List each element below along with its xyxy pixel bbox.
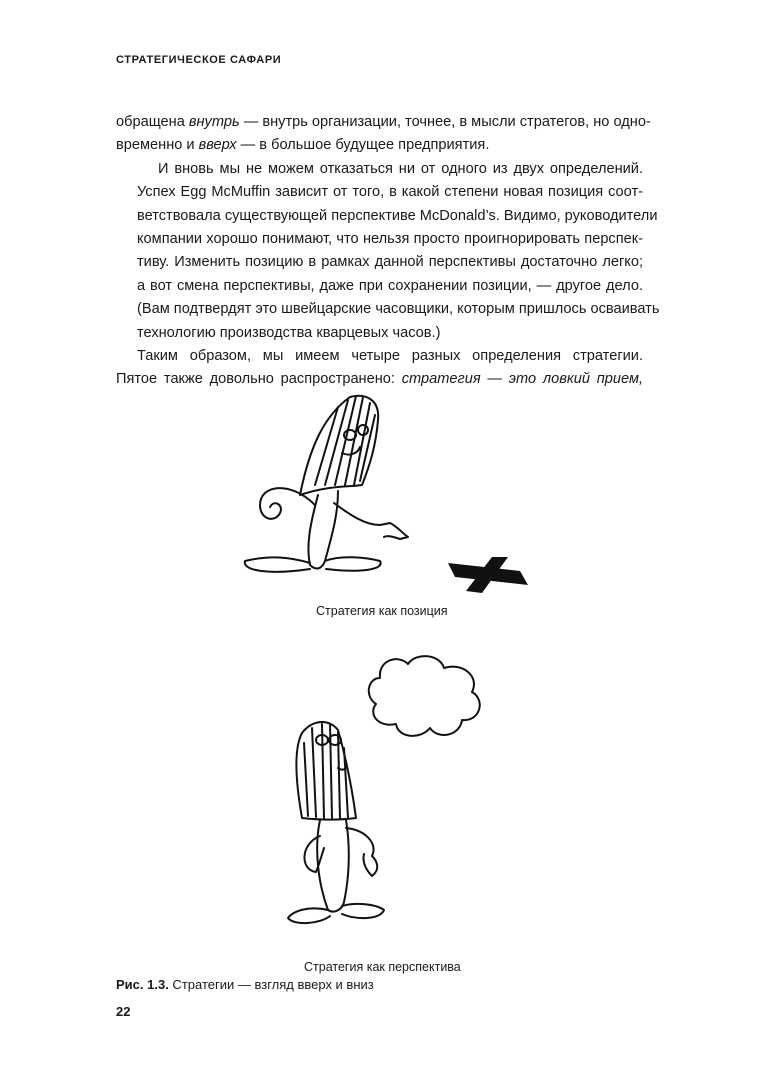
emphasis: внутрь — [188, 114, 240, 130]
text-line: ветствовала существующей перспективе McDonald’s. Видимо, руководители — [137, 207, 658, 224]
figure-number: Рис. 1.3. — [116, 977, 169, 992]
text-line: компании хорошо понимают, что нельзя просто проигнорировать перспек- — [137, 231, 643, 248]
pointing-arm — [334, 503, 408, 539]
text-line: обращена внутрь — внутрь организации, точнее, в мысли стратегов, но одно- — [116, 114, 651, 130]
foot — [288, 908, 330, 923]
character-head — [300, 396, 378, 495]
paragraph-1 — [116, 111, 651, 158]
eye — [358, 425, 368, 435]
text-line: Пятое также довольно распространено: стратегия — это ловкий прием, — [116, 371, 643, 388]
running-head: СТРАТЕГИЧЕСКОЕ САФАРИ — [116, 54, 282, 66]
text-line: Успех Egg McMuffin зависит от того, в какой степени новая позиция соот- — [137, 184, 643, 201]
figure-label — [116, 977, 374, 992]
position-illustration — [230, 385, 550, 600]
text-line: тиву. Изменить позицию в рамках данной перспективы достаточно легко; — [137, 254, 643, 271]
perspective-illustration — [280, 648, 510, 948]
caption-position: Стратегия как позиция — [316, 604, 448, 618]
x-mark-icon — [448, 557, 528, 593]
text-line: а вот смена перспективы, даже при сохранении позиции, — другое дело. — [137, 277, 643, 294]
text-line: И вновь мы не можем отказаться ни от одного из двух определений. — [158, 160, 643, 177]
foot — [245, 557, 310, 571]
foot — [325, 557, 381, 571]
emphasis: вверх — [198, 137, 237, 154]
foot — [342, 904, 384, 918]
figure-title: Стратегии — взгляд вверх и вниз — [168, 977, 374, 992]
page-number: 22 — [116, 1004, 131, 1019]
text-line: технологию производства кварцевых часов.) — [137, 324, 441, 341]
arm — [346, 828, 377, 876]
paragraph-2 — [116, 158, 660, 345]
emphasis: стратегия — это ловкий прием, — [401, 371, 643, 388]
text-line: временно и вверх — в большое будущее предприятия. — [116, 137, 490, 154]
text-line: (Вам подтвердят это швейцарские часовщики, которым пришлось осваивать — [137, 301, 660, 318]
character-body — [317, 820, 349, 912]
text-line: Таким образом, мы имеем четыре разных определения стратегии. — [137, 348, 643, 365]
cloud-icon — [369, 656, 480, 736]
caption-perspective: Стратегия как перспектива — [304, 960, 461, 974]
body-text — [116, 111, 660, 392]
arm — [304, 836, 324, 872]
